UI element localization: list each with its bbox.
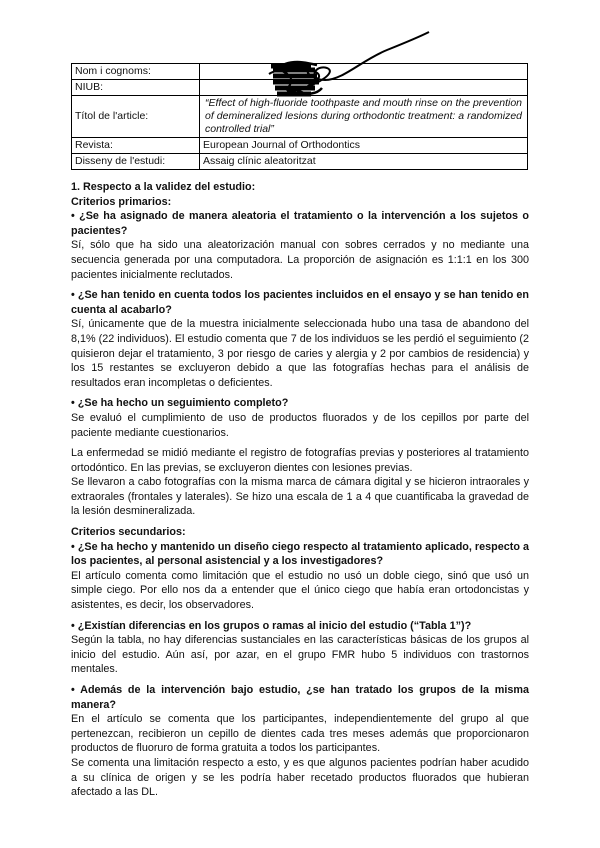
table-row xyxy=(72,138,528,154)
value-study-design: Assaig clínic aleatoritzat xyxy=(200,154,528,170)
table-row xyxy=(72,96,528,138)
answer-6a: En el artículo se comenta que los participantes, independientemente del grupo al que pertenezcan, recibieron un cepillo de dientes cada tres meses además que proporcionaron productos de fluoruro de forma gratuita a todos los participantes. xyxy=(71,713,529,755)
label-article-title: Títol de l'article: xyxy=(72,96,200,138)
answer-4: El artículo comenta como limitación que el estudio no usó un doble ciego, sinó que usó un simple ciego. Por ello nos da a entender que el único ciego que había eran ortodoncistas y asistentes, es decir, los observadores. xyxy=(71,569,529,612)
table-row xyxy=(72,64,528,80)
answer-5: Según la tabla, no hay diferencias sustanciales en las características básicas de los grupos al inicio del estudio. Aún así, por azar, en el grupo FMR hubo 5 individuos con trastornos mentales. xyxy=(71,634,529,676)
article-info-table xyxy=(71,63,528,170)
table-row xyxy=(72,80,528,96)
table-row xyxy=(72,154,528,170)
question-6: • Además de la intervención bajo estudio, ¿se han tratado los grupos de la misma manera? xyxy=(71,684,529,711)
answer-6b: Se comenta una limitación respecto a esto, y es que algunos pacientes podrían haber acudido a su clínica de origen y se les podría haber recetado productos fluorados que hubieran afectado a las DL. xyxy=(71,756,529,799)
answer-3a: Se evaluó el cumplimiento de uso de productos fluorados y de los cepillos por parte del paciente mediante cuestionarios. xyxy=(71,411,529,439)
question-1: • ¿Se ha asignado de manera aleatoria el tratamiento o la intervención a los sujetos o pacientes? xyxy=(71,210,529,237)
value-article-title: “Effect of high-fluoride toothpaste and mouth rinse on the prevention of demineralized lesions during orthodontic treatment: a randomized controlled trial” xyxy=(200,96,528,138)
answer-3b: La enfermedad se midió mediante el registro de fotografías previas y posteriores al tratamiento ortodóntico. En las previas, se excluyeron dientes con lesiones previas. xyxy=(71,447,529,474)
label-study-design: Disseny de l'estudi: xyxy=(72,154,200,170)
value-niub xyxy=(200,80,528,96)
question-3: • ¿Se ha hecho un seguimiento completo? xyxy=(71,397,289,410)
answer-2: Sí, únicamente que de la muestra inicialmente seleccionada hubo una tasa de abandono del 8,1% (22 individuos). El estudio comenta que 7 de los individuos se les perdió el seguimiento (2 quisieron dejar el tratamiento, 3 por riesgo de caries y alergia y 2 por cambios de residencia) y los 15 restantes se excluyeron debido a que las fotografías hechas para el análisis de resultados eran incompletas o deficientes. xyxy=(71,318,529,389)
document-body xyxy=(71,180,529,800)
label-name: Nom i cognoms: xyxy=(72,64,200,80)
section-title: 1. Respecto a la validez del estudio: xyxy=(71,181,256,193)
secondary-criteria-heading: Criterios secundarios: xyxy=(71,526,186,539)
answer-1: Sí, sólo que ha sido una aleatorización manual con sobres cerrados y no mediante una secuencia generada por una computadora. La proporción de asignación es 1:1:1 en los 300 pacientes inicialmente reclutados. xyxy=(71,239,529,281)
question-5: • ¿Existían diferencias en los grupos o ramas al inicio del estudio (“Tabla 1”)? xyxy=(71,619,472,632)
answer-3c: Se llevaron a cabo fotografías con la misma marca de cámara digital y se hicieron intraorales y extraorales (frontales y laterales). Se hizo una escala de 1 a 4 que cuantificaba la gravedad de la lesión desmineralizada. xyxy=(71,476,529,518)
primary-criteria-heading: Criterios primarios: xyxy=(71,195,172,208)
question-4: • ¿Se ha hecho y mantenido un diseño ciego respecto al tratamiento aplicado, respecto a los pacientes, al personal asistencial y a los investigadores? xyxy=(71,540,529,568)
value-name xyxy=(200,64,528,80)
label-journal: Revista: xyxy=(72,138,200,154)
value-journal: European Journal of Orthodontics xyxy=(200,138,528,154)
label-niub: NIUB: xyxy=(72,80,200,96)
question-2: • ¿Se han tenido en cuenta todos los pacientes incluidos en el ensayo y se han tenido en cuenta al acabarlo? xyxy=(71,289,529,316)
